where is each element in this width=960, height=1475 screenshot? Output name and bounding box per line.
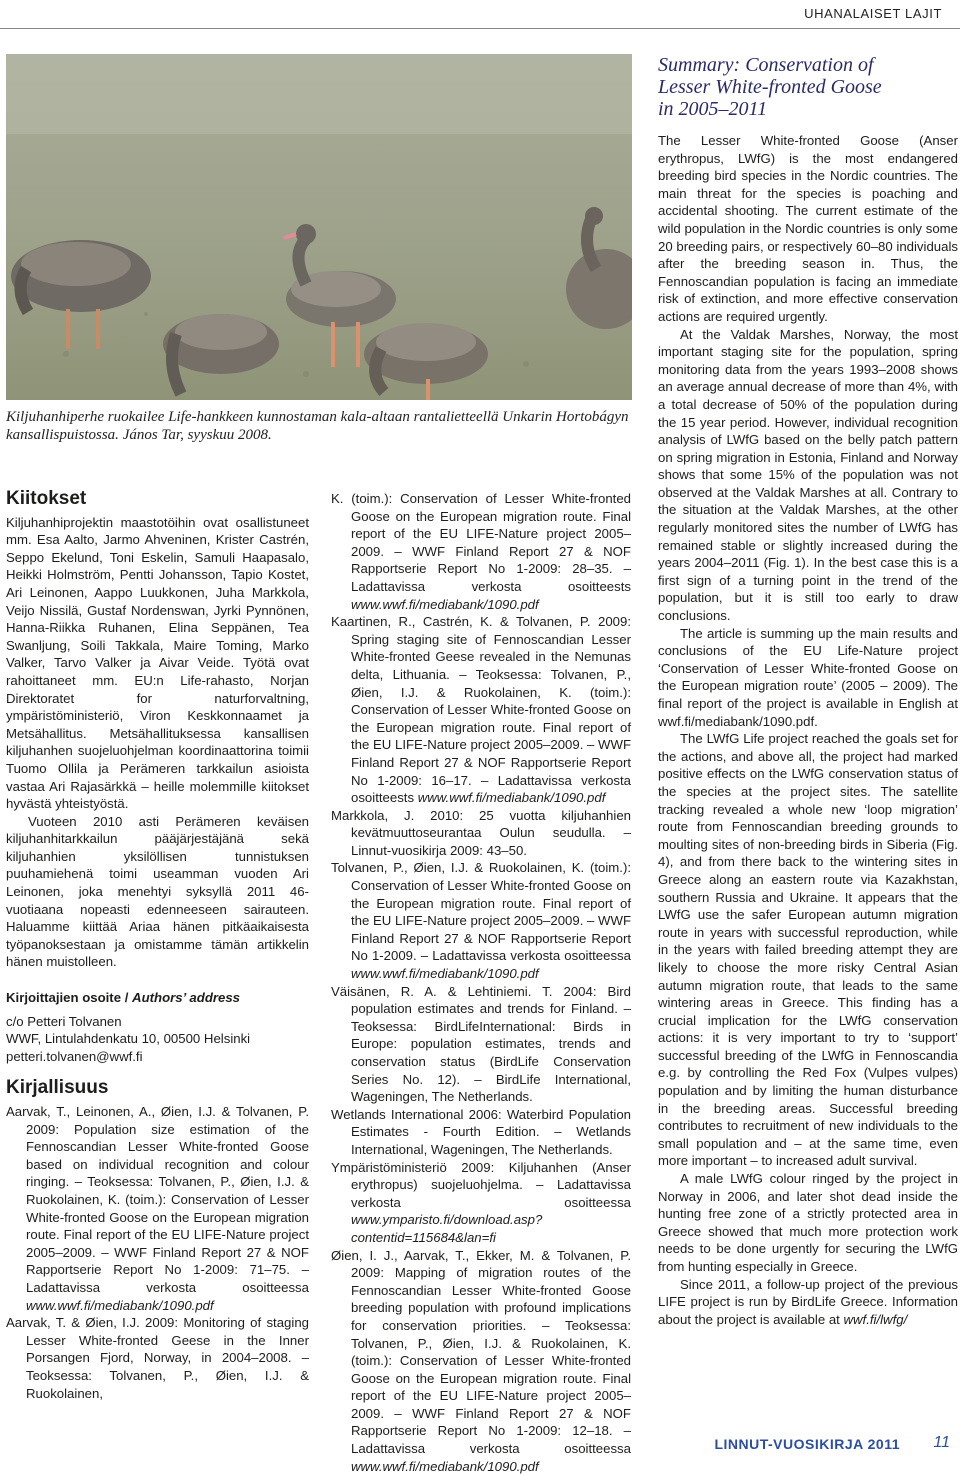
address-line: WWF, Lintulahdenkatu 10, 00500 Helsinki <box>6 1031 251 1047</box>
summary-para: At the Valdak Marshes, Norway, the most important staging site for the population, spring monitoring data from the years 1993–2008 shows an average annual decrease of more than 4%, with a total decrease of 50% of the population during the 15 year period. However, individual recognition analysis of LWfG based on the belly patch pattern on spring migration in Estonia, Finland and Norway shows that some 15% of the population was not observed at the Valdak Marshes at all. Contrary to the situation at the Valdak Marshes, at the other regularly monitored sites the number of LWfG has remained stable or slightly increased during the years 2004–2011 (Fig. 1). In the best case this is a first sign of a turning point in the trend of the population, but it is still too early to draw conclusions. <box>658 326 958 624</box>
publication-name: LINNUT-VUOSIKIRJA 2011 <box>714 1436 900 1452</box>
address-line: c/o Petteri Tolvanen <box>6 1013 122 1029</box>
reference-item: Tolvanen, P., Øien, I.J. & Ruokolainen, K. (toim.): Conservation of Lesser White-fronted Goose on the European migration route. Final report of the EU LIFE-Nature project 2005–2009. – WWF Finland Report 27 & NOF Rapportserie Report No 1-2009. – Ladattavissa verkosta osoitteessa www.wwf.fi/mediabank/1090.pdf <box>331 860 631 982</box>
address-block <box>6 1013 309 1066</box>
summary-para: A male LWfG colour ringed by the project in Norway in 2006, and later shot dead inside the hunting free zone of a strictly protected area in Greece showed that much more protection work needs to be done urgently for securing the LWfG from hunting especially in Greece. <box>658 1171 958 1274</box>
acknowledgements-heading: Kiitokset <box>6 488 87 509</box>
summary-para: The Lesser White-fronted Goose (Anser erythropus, LWfG) is the most endangered breeding bird species in the Nordic countries. The main threat for the species is poaching and accidental shooting. The current estimate of the wild population in the Nordic countries is only some 20 breeding pairs, or respectively 60–80 individuals after the breeding season in. Thus, the Fennoscandian population is facing an immediate risk of extinction, and more effective conservation actions are required urgently. <box>658 133 958 324</box>
reference-item: Kaartinen, R., Castrén, K. & Tolvanen, P. 2009: Spring staging site of Fennoscandian Lesser White-fronted Geese revealed in the Nemunas delta, Lithuania. – Teoksessa: Tolvanen, P., Øien, I.J. & Ruokolainen, K. (toim.): Conservation of Lesser White-fronted Goose on the European migration route. Final report of the EU LIFE-Nature project 2005–2009. – WWF Finland Report 27 & NOF Rapportserie Report No 1-2009: 16–17. – Ladattavissa verkosta osoitteests www.wwf.fi/mediabank/1090.pdf <box>331 614 631 806</box>
reference-link[interactable]: www.wwf.fi/mediabank/1090.pdf <box>417 790 606 806</box>
reference-link[interactable]: www.wwf.fi/mediabank/1090.pdf <box>351 1458 539 1474</box>
page-header <box>0 0 960 38</box>
goose-photo <box>6 54 632 400</box>
email-link[interactable]: petteri.tolvanen@wwf.fi <box>6 1048 143 1064</box>
reference-item: K. (toim.): Conservation of Lesser White-fronted Goose on the European migration route. Final report of the EU LIFE-Nature project 2005–2009. – WWF Finland Report 27 & NOF Rapportserie Report No 1-2009: 28–35. – Ladattavissa verkosta osoitteests www.wwf.fi/mediabank/1090.pdf <box>331 491 631 612</box>
summary-para: The LWfG Life project reached the goals set for the actions, and above all, the project had marked positive effects on the LWfG conservation status of the species at the project sites. The satellite tracking revealed a whole new ‘loop migration’ route from Fennoscandian breeding grounds to moulting sites of non-breeding birds in Siberia (Fig. 4), and from there back to the wintering sites in Greece along an eastern route via Kazakhstan, southern Russia and Ukraine. It appears that the LWfG use the safer European autumn migration route in years with successful reproduction, while in the years with failed breeding attempt they are likely to choose the more risky Central Asian autumn migration route, that leads to the same wintering areas in Greece. This finding has a crucial implication for the LWfG conservation actions: it is very important to try to ‘support’ successful breeding of the LWfG in Fennoscandia e.g. by controlling the Red Fox (Vulpes vulpes) population and by limiting the human disturbance in the breeding areas. Successful breeding contributes to recruitment of new individuals to the small population and – at the same time, even more important – to increased adult survival. <box>658 731 958 1169</box>
photo-caption <box>6 408 632 444</box>
reference-item: Wetlands International 2006: Waterbird Population Estimates - Fourth Edition. – Wetlands International, Wageningen, The Netherlands. <box>331 1106 631 1157</box>
reference-link[interactable]: www.wwf.fi/mediabank/1090.pdf <box>351 966 539 982</box>
summary-para: Since 2011, a follow-up project of the previous LIFE project is run by BirdLife Greece. Information about the project is available at wwf.fi/lwfg/ <box>658 1276 958 1327</box>
references-heading: Kirjallisuus <box>6 1077 109 1099</box>
reference-item: Väisänen, R. A. & Lehtiniemi. T. 2004: Bird population estimates and trends for Finland. – Teoksessa: BirdLifeInternational: Birds in Europe: population estimates, trends and conservation status (BirdLife Conservation Series No. 12). – BirdLife International, Wageningen, The Netherlands. <box>331 983 631 1105</box>
reference-link[interactable]: www.wwf.fi/mediabank/1090.pdf <box>351 596 539 612</box>
page-footer <box>0 1436 960 1456</box>
summary-para: The article is summing up the main results and conclusions of the EU Life-Nature project ‘Conservation of Lesser White-fronted Goose on the European migration route’ (2005 – 2009). The final report of the project is available in English at wwf.fi/mediabank/1090.pdf. <box>658 625 958 729</box>
project-link[interactable]: wwf.fi/lwfg/ <box>843 1311 908 1327</box>
reference-item: Øien, I. J., Aarvak, T., Ekker, M. & Tolvanen, P. 2009: Mapping of migration routes of the Fennoscandian Lesser White-fronted Goose breeding population with profound implications for conservation priorities. – Teoksessa: Tolvanen, P., Øien, I.J. & Ruokolainen, K. (toim.): Conservation of Lesser White-fronted Goose on the European migration route. Final report of the EU LIFE-Nature project 2005–2009. – WWF Finland Report 27 & NOF Rapportserie Report No 1-2009: 12–18. – Ladattavissa verkosta osoitteessa www.wwf.fi/mediabank/1090.pdf <box>331 1247 631 1474</box>
acknowledgements-para-2: Vuoteen 2010 asti Perämeren keväisen kiljuhanhitarkkailun pääjärjestäjänä sekä kiljuhanhien yksilöllisen tunnistuksen puuhamiehenä toimi useamman vuoden Ari Leinonen, joka menehtyi syksyllä 2011 46-vuotiaana nopeasti edenneeseen sairauteen. Haluamme kiittää Ariaa hänen pitkäaikaisesta työpanoksestaan ja omistamme tämän artikkelin hänen muistolleen. <box>6 813 309 970</box>
address-heading-en: Authors’ address <box>132 990 241 1006</box>
header-rule <box>0 28 960 29</box>
reference-item: Markkola, J. 2010: 25 vuotta kiljuhanhien kevätmuuttoseurantaa Oulun seudulla. – Linnut-vuosikirja 2009: 43–50. <box>331 807 631 858</box>
caption-credit: János Tar, syyskuu 2008. <box>122 427 272 443</box>
acknowledgements-para-1: Kiljuhanhiprojektin maastotöihin ovat osallistuneet mm. Esa Aalto, Jarmo Ahveninen, Krister Castrén, Seppo Ekelund, Toni Eskelin, Samuli Haapasalo, Heikki Holmström, Pentti Johansson, Tapio Kostet, Ari Leinonen, Aappo Luukkonen, Juha Markkola, Veijo Nissilä, Gustaf Nordenswan, Jyrki Pynnönen, Hanna-Riikka Ruhanen, Elina Seppänen, Tea Swanljung, Soili Takkala, Maire Toming, Marko Valker, Tarvo Valker ja Aivar Veide. Työtä ovat rahoittaneet mm. EU:n Life-rahasto, Norjan Direktoratet for naturforvaltning, ympäristöministeriö, Viron Keskkonnaamet ja Metsähallitus. Metsähallituksessa kansallisen kiljuhanhen suojeluohjelman koordinaattorina toimii Tuomo Ollila ja Perämeren tarkkailun asioista vastaa Ari Rajasärkkä – heille molemmille kiitokset hyvästä yhteistyöstä. <box>6 514 309 812</box>
right-column <box>658 54 958 1328</box>
reference-item: Ympäristöministeriö 2009: Kiljuhanhen (Anser erythropus) suojeluohjelma. – Ladattavissa verkosta osoitteessa www.ymparisto.fi/download.asp?contentid=115684&lan=fi <box>331 1159 631 1245</box>
summary-title: Summary: Conservation of Lesser White-fronted Goose in 2005–2011 <box>658 54 882 120</box>
caption-text: Kiljuhanhiperhe ruokailee Life-hankkeen kunnostaman kala-altaan rantalietteellä Unkarin Hortobágyn kansallispuistossa. <box>6 409 629 443</box>
left-column <box>6 490 309 1402</box>
page-number: 11 <box>933 1434 950 1451</box>
address-heading-fi: Kirjoittajien osoite / <box>6 990 129 1006</box>
address-heading <box>6 989 309 1007</box>
reference-item: Aarvak, T. & Øien, I.J. 2009: Monitoring of staging Lesser White-fronted Geese in the Inner Porsangen Fjord, Norway, in 2004–2008. – Teoksessa: Tolvanen, P., Øien, I.J. & Ruokolainen, <box>6 1315 309 1401</box>
middle-column <box>331 490 631 1475</box>
reference-item: Aarvak, T., Leinonen, A., Øien, I.J. & Tolvanen, P. 2009: Population size estimation of the Fennoscandian Lesser White-fronted Goose based on individual recognition and colour ringing. – Teoksessa: Tolvanen, P., Øien, I.J. & Ruokolainen, K. (toim.): Conservation of Lesser White-fronted Goose on the European migration route. Final report of the EU LIFE-Nature project 2005–2009. – WWF Finland Report 27 & NOF Rapportserie Report No 1-2009: 71–75. – Ladattavissa verkosta osoitteessa www.wwf.fi/mediabank/1090.pdf <box>6 1104 309 1313</box>
reference-link[interactable]: www.ymparisto.fi/download.asp?contentid=115684&lan=fi <box>351 1212 543 1245</box>
section-tag: UHANALAISET LAJIT <box>804 6 942 21</box>
reference-link[interactable]: www.wwf.fi/mediabank/1090.pdf <box>26 1297 214 1313</box>
